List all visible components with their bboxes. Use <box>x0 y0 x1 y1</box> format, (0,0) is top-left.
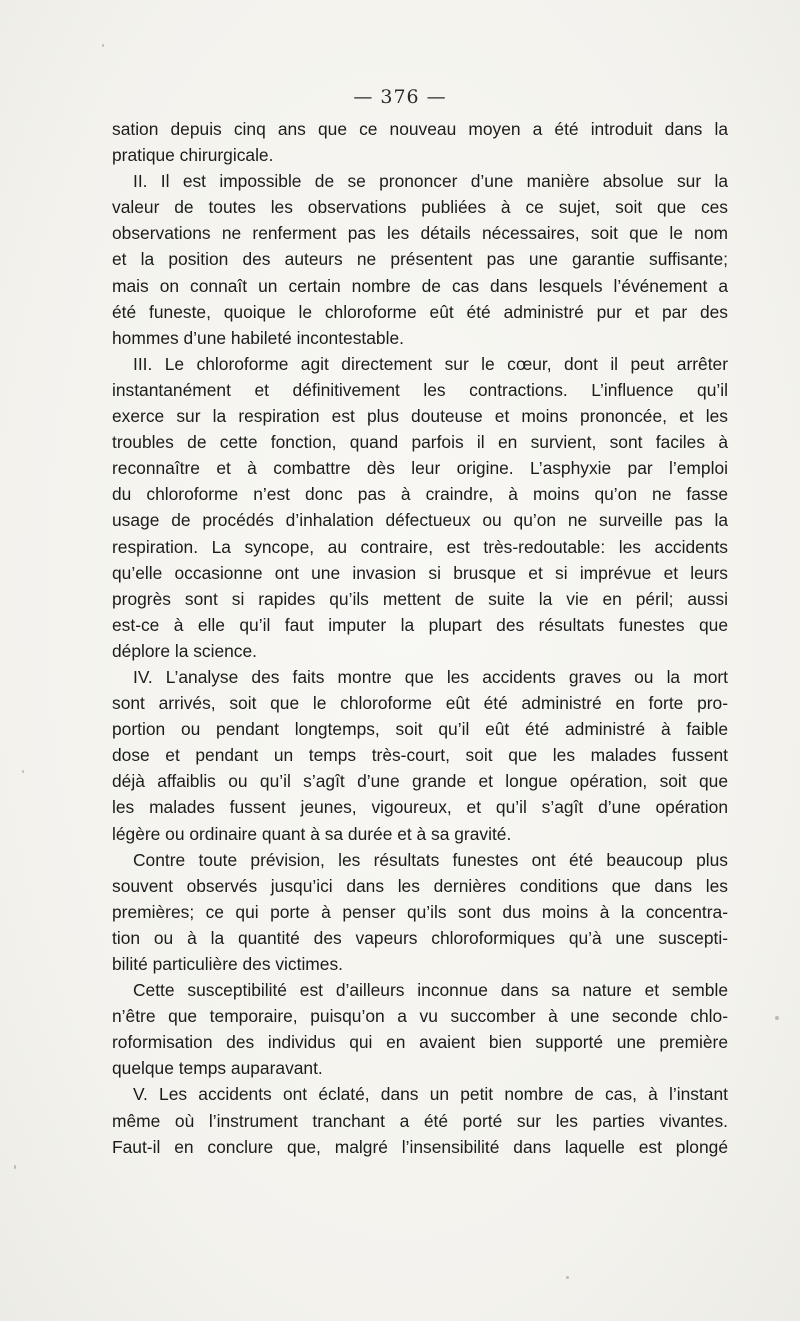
text-line: déplore la science. <box>112 640 258 661</box>
text-line: n’être que temporaire, puisqu’on a vu succomber à une seconde chlo- <box>112 1006 728 1027</box>
text-line: exerce sur la respiration est plus douteuse et moins prononcée, et les <box>112 406 728 427</box>
paper-speck <box>566 1276 569 1279</box>
text-line: souvent observés jusqu’ici dans les dernières conditions que dans les <box>112 875 728 896</box>
text-line: dose et pendant un temps très-court, soit que les malades fussent <box>112 745 728 766</box>
page-number: — 376 — <box>353 86 447 108</box>
text-line: Cette susceptibilité est d’ailleurs inconnue dans sa nature et semble <box>133 980 728 1001</box>
text-line: qu’elle occasionne ont une invasion si brusque et si imprévue et leurs <box>112 562 728 583</box>
text-line: observations ne renferment pas les détails nécessaires, soit que le nom <box>112 223 728 244</box>
paper-speck <box>775 1016 779 1020</box>
text-line: roformisation des individus qui en avaient bien supporté une première <box>112 1032 728 1053</box>
text-line: progrès sont si rapides qu’ils mettent de suite la vie en péril; aussi <box>112 588 728 609</box>
text-line: Contre toute prévision, les résultats funestes ont été beaucoup plus <box>133 849 728 870</box>
text-line: III. Le chloroforme agit directement sur le cœur, dont il peut arrêter <box>133 353 728 374</box>
paper-speck <box>14 1165 16 1169</box>
text-line: instantanément et définitivement les contractions. L’influence qu’il <box>112 379 728 400</box>
text-line: IV. L’analyse des faits montre que les accidents graves ou la mort <box>133 666 728 687</box>
text-line: respiration. La syncope, au contraire, est très-redoutable: les accidents <box>112 536 728 557</box>
paper-speck <box>22 770 24 773</box>
text-line: et la position des auteurs ne présentent pas une garantie suffisante; <box>112 249 728 270</box>
text-line: pratique chirurgicale. <box>112 145 274 166</box>
paper-speck <box>102 44 104 47</box>
text-line: portion ou pendant longtemps, soit qu’il eût été administré à faible <box>112 719 728 740</box>
text-line: quelque temps auparavant. <box>112 1058 323 1079</box>
text-line: est-ce à elle qu’il faut imputer la plupart des résultats funestes que <box>112 614 728 635</box>
text-line: usage de procédés d’inhalation défectueux ou qu’on ne surveille pas la <box>112 510 728 531</box>
text-line: été funeste, quoique le chloroforme eût été administré pur et par des <box>112 301 728 322</box>
text-line: Faut-il en conclure que, malgré l’insensibilité dans laquelle est plongé <box>112 1136 728 1157</box>
text-line: même où l’instrument tranchant a été porté sur les parties vivantes. <box>112 1110 728 1131</box>
text-line: hommes d’une habileté incontestable. <box>112 327 404 348</box>
text-line: sation depuis cinq ans que ce nouveau moyen a été introduit dans la <box>112 119 728 139</box>
text-line: les malades fussent jeunes, vigoureux, et qu’il s’agît d’une opération <box>112 797 728 818</box>
body-text <box>112 116 728 1160</box>
text-line: II. Il est impossible de se prononcer d’une manière absolue sur la <box>133 171 728 192</box>
text-line: déjà affaiblis ou qu’il s’agît d’une grande et longue opération, soit que <box>112 771 728 792</box>
text-line: valeur de toutes les observations publiées à ce sujet, soit que ces <box>112 197 728 218</box>
text-line: reconnaître et à combattre dès leur origine. L’asphyxie par l’emploi <box>112 458 728 479</box>
text-line: légère ou ordinaire quant à sa durée et à sa gravité. <box>112 823 512 844</box>
text-line: mais on connaît un certain nombre de cas dans lesquels l’événement a <box>112 275 728 296</box>
text-line: sont arrivés, soit que le chloroforme eût été administré en forte pro- <box>112 693 728 714</box>
text-line: premières; ce qui porte à penser qu’ils sont dus moins à la concentra- <box>112 901 728 922</box>
text-line: bilité particulière des victimes. <box>112 954 343 974</box>
text-line: V. Les accidents ont éclaté, dans un petit nombre de cas, à l’instant <box>133 1084 728 1105</box>
text-line: du chloroforme n’est donc pas à craindre, à moins qu’on ne fasse <box>112 484 728 505</box>
text-line: troubles de cette fonction, quand parfois il en survient, sont faciles à <box>112 432 728 453</box>
text-line: tion ou à la quantité des vapeurs chloroformiques qu’à une suscepti- <box>112 927 728 948</box>
